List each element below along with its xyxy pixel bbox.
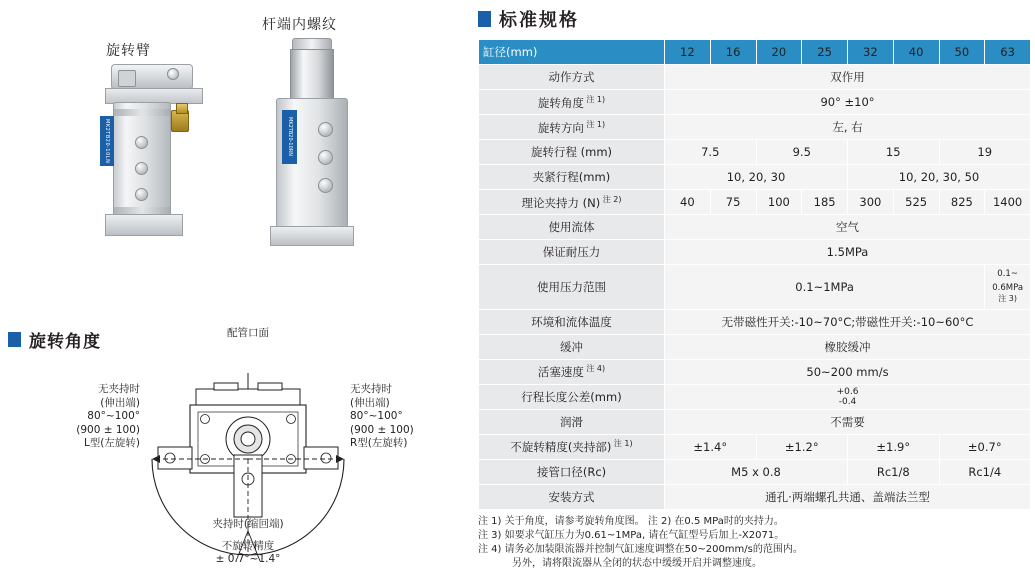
table-cell: ±1.2° <box>756 434 848 459</box>
table-row <box>479 140 1031 165</box>
caption-rotary-arm: 旋转臂 <box>106 43 151 59</box>
footnote-line: 注 4) 请务必加装限流器并控制气缸速度调整在50~200mm/s的范围内。 <box>478 543 803 555</box>
port-hole <box>318 150 333 165</box>
table-cell: ±1.9° <box>848 434 940 459</box>
row-label: 行程长度公差(mm) <box>479 384 665 409</box>
left-label-line3: 80°~100° <box>87 410 140 422</box>
table-header-label: 缸径(mm) <box>479 40 665 65</box>
blue-square-icon <box>478 11 491 27</box>
section-heading-rotation-angle <box>8 327 101 352</box>
diagram-accuracy-label: 不旋转精度 <box>221 540 275 552</box>
body-band <box>114 207 170 214</box>
row-label: 活塞速度 $^{注 4)}$ <box>479 359 665 384</box>
table-cell: 无带磁性开关:-10~70°C;带磁性开关:-10~60°C <box>665 309 1031 334</box>
port-hole <box>135 136 148 149</box>
row-label: 使用流体 <box>479 215 665 240</box>
table-row <box>479 190 1031 215</box>
table-cell: 525 <box>893 190 939 215</box>
row-label: 环境和流体温度 <box>479 309 665 334</box>
cylinder-body <box>113 102 171 220</box>
row-label-note: 注 2) <box>600 194 622 204</box>
table-row <box>479 434 1031 459</box>
table-cell: 75 <box>710 190 756 215</box>
row-label-note: 注 1) <box>583 119 606 129</box>
table-cell: 0.1~1MPa <box>665 265 985 310</box>
table-cell: 1.5MPa <box>665 240 1031 265</box>
table-cell: 0.1~ 0.6MPa$^{注 3)}$ <box>985 265 1031 310</box>
product-photo-rotary-arm <box>95 62 220 247</box>
footnote-line: 注 3) 如要求气缸压力为0.61~1MPa, 请在气缸型号后加上-X2071。 <box>478 529 785 541</box>
table-cell: 90° ±10° <box>665 90 1031 115</box>
table-cell: 100 <box>756 190 802 215</box>
table-cell: 9.5 <box>756 140 848 165</box>
bore-header-cell: 25 <box>802 40 848 65</box>
rotary-arm-part <box>111 64 193 90</box>
table-row <box>479 215 1031 240</box>
table-row <box>479 165 1031 190</box>
row-label: 旋转角度 $^{注 1)}$ <box>479 90 665 115</box>
blue-square-icon <box>8 332 21 347</box>
specification-table <box>478 39 1031 510</box>
table-row <box>479 334 1031 359</box>
section-heading-label: 旋转角度 <box>29 332 101 352</box>
table-cell: 40 <box>665 190 711 215</box>
row-label: 旋转行程 (mm) <box>479 140 665 165</box>
row-label-note: 注 1) <box>583 94 606 104</box>
table-row <box>479 359 1031 384</box>
row-label: 安装方式 <box>479 484 665 509</box>
footnote-line: 注 1) 关于角度，请参考旋转角度图。 注 2) 在0.5 MPa时的夹持力。 <box>478 515 784 527</box>
cylinder-base <box>270 226 354 246</box>
diagram-accuracy-value: ± 0.7°~1.4° <box>215 553 281 565</box>
left-label-line2: (伸出端) <box>100 396 140 409</box>
product-photo-rod-end <box>262 38 382 253</box>
table-cell: 通孔·两端螺孔共通、盖端法兰型 <box>665 484 1031 509</box>
row-label: 旋转方向 $^{注 1)}$ <box>479 115 665 140</box>
table-cell: Rc1/8 <box>848 459 940 484</box>
bore-header-cell: 16 <box>710 40 756 65</box>
right-label-line2: (伸出端) <box>350 396 390 409</box>
left-column <box>0 0 470 567</box>
table-row <box>479 265 1031 310</box>
footnotes <box>478 515 1030 571</box>
cylinder-base <box>105 214 183 236</box>
table-cell: Rc1/4 <box>939 459 1031 484</box>
table-cell: 不需要 <box>665 409 1031 434</box>
table-row <box>479 409 1031 434</box>
table-row <box>479 65 1031 90</box>
row-label: 缓冲 <box>479 334 665 359</box>
diagram-bottom-label: 夹持时(缩回端) <box>212 518 284 530</box>
section-heading-label: 标准规格 <box>499 10 579 31</box>
port-hole <box>135 162 148 175</box>
table-header-row <box>479 40 1031 65</box>
caption-rod-end: 杆端内螺纹 <box>262 17 337 33</box>
table-cell: 10, 20, 30 <box>665 165 848 190</box>
bore-header-cell: 20 <box>756 40 802 65</box>
diagram-left-labels <box>0 383 140 451</box>
table-cell: ±1.4° <box>665 434 757 459</box>
row-label: 夹紧行程(mm) <box>479 165 665 190</box>
table-cell: 空气 <box>665 215 1031 240</box>
row-label: 理论夹持力 (N) $^{注 2)}$ <box>479 190 665 215</box>
row-label-note: 注 1) <box>611 439 633 449</box>
row-label: 接管口径(Rc) <box>479 459 665 484</box>
table-cell: 15 <box>848 140 940 165</box>
left-label-line4: (900 ± 100) <box>76 423 140 436</box>
table-cell: +0.6 -0.4 <box>665 384 1031 409</box>
bore-header-cell: 40 <box>893 40 939 65</box>
bore-header-cell: 50 <box>939 40 985 65</box>
right-label-line3: 80°~100° <box>350 410 403 422</box>
product-label: MK2TB20-10LN <box>100 116 114 166</box>
left-label-line5: L型(左旋转) <box>83 437 140 449</box>
footnote-line: 另外，请将限流器从全闭的状态中缓缓开启并调整速度。 <box>512 557 762 569</box>
body-band <box>114 109 170 116</box>
table-row <box>479 384 1031 409</box>
row-label: 不旋转精度(夹持部) $^{注 1)}$ <box>479 434 665 459</box>
table-row <box>479 309 1031 334</box>
table-cell: 1400 <box>985 190 1031 215</box>
table-row <box>479 115 1031 140</box>
table-row <box>479 459 1031 484</box>
product-label: MK2TB20-10RN <box>282 110 297 164</box>
table-row <box>479 240 1031 265</box>
table-cell: 左, 右 <box>665 115 1031 140</box>
port-hole <box>318 178 333 193</box>
table-cell: M5 x 0.8 <box>665 459 848 484</box>
table-cell: 19 <box>939 140 1031 165</box>
brass-fitting <box>171 110 189 132</box>
left-label-line1: 无夹持时 <box>98 383 140 395</box>
right-label-line4: (900 ± 100) <box>350 423 414 436</box>
arm-pin <box>167 68 179 80</box>
table-cell: 825 <box>939 190 985 215</box>
bore-header-cell: 63 <box>985 40 1031 65</box>
row-label: 使用压力范围 <box>479 265 665 310</box>
table-cell: ±0.7° <box>939 434 1031 459</box>
table-cell: 185 <box>802 190 848 215</box>
row-label: 保证耐压力 <box>479 240 665 265</box>
table-cell: 7.5 <box>665 140 757 165</box>
port-hole <box>135 188 148 201</box>
right-label-line1: 无夹持时 <box>350 383 392 395</box>
section-heading-standard-spec <box>478 6 1030 32</box>
table-row <box>479 484 1031 509</box>
table-cell: 双作用 <box>665 65 1031 90</box>
row-label-note: 注 4) <box>583 364 606 374</box>
table-cell: 10, 20, 30, 50 <box>848 165 1031 190</box>
table-row <box>479 90 1031 115</box>
bore-header-cell: 32 <box>848 40 894 65</box>
table-cell: 50~200 mm/s <box>665 359 1031 384</box>
table-cell: 橡胶缓冲 <box>665 334 1031 359</box>
row-label: 动作方式 <box>479 65 665 90</box>
right-label-line5: R型(左旋转) <box>350 437 408 449</box>
diagram-right-labels <box>350 383 475 451</box>
diagram-top-label: 配管口面 <box>227 327 269 339</box>
port-hole <box>318 122 333 137</box>
bore-header-cell: 12 <box>665 40 711 65</box>
table-cell: 300 <box>848 190 894 215</box>
right-column <box>478 6 1030 571</box>
piston-rod <box>290 49 334 99</box>
row-label: 润滑 <box>479 409 665 434</box>
